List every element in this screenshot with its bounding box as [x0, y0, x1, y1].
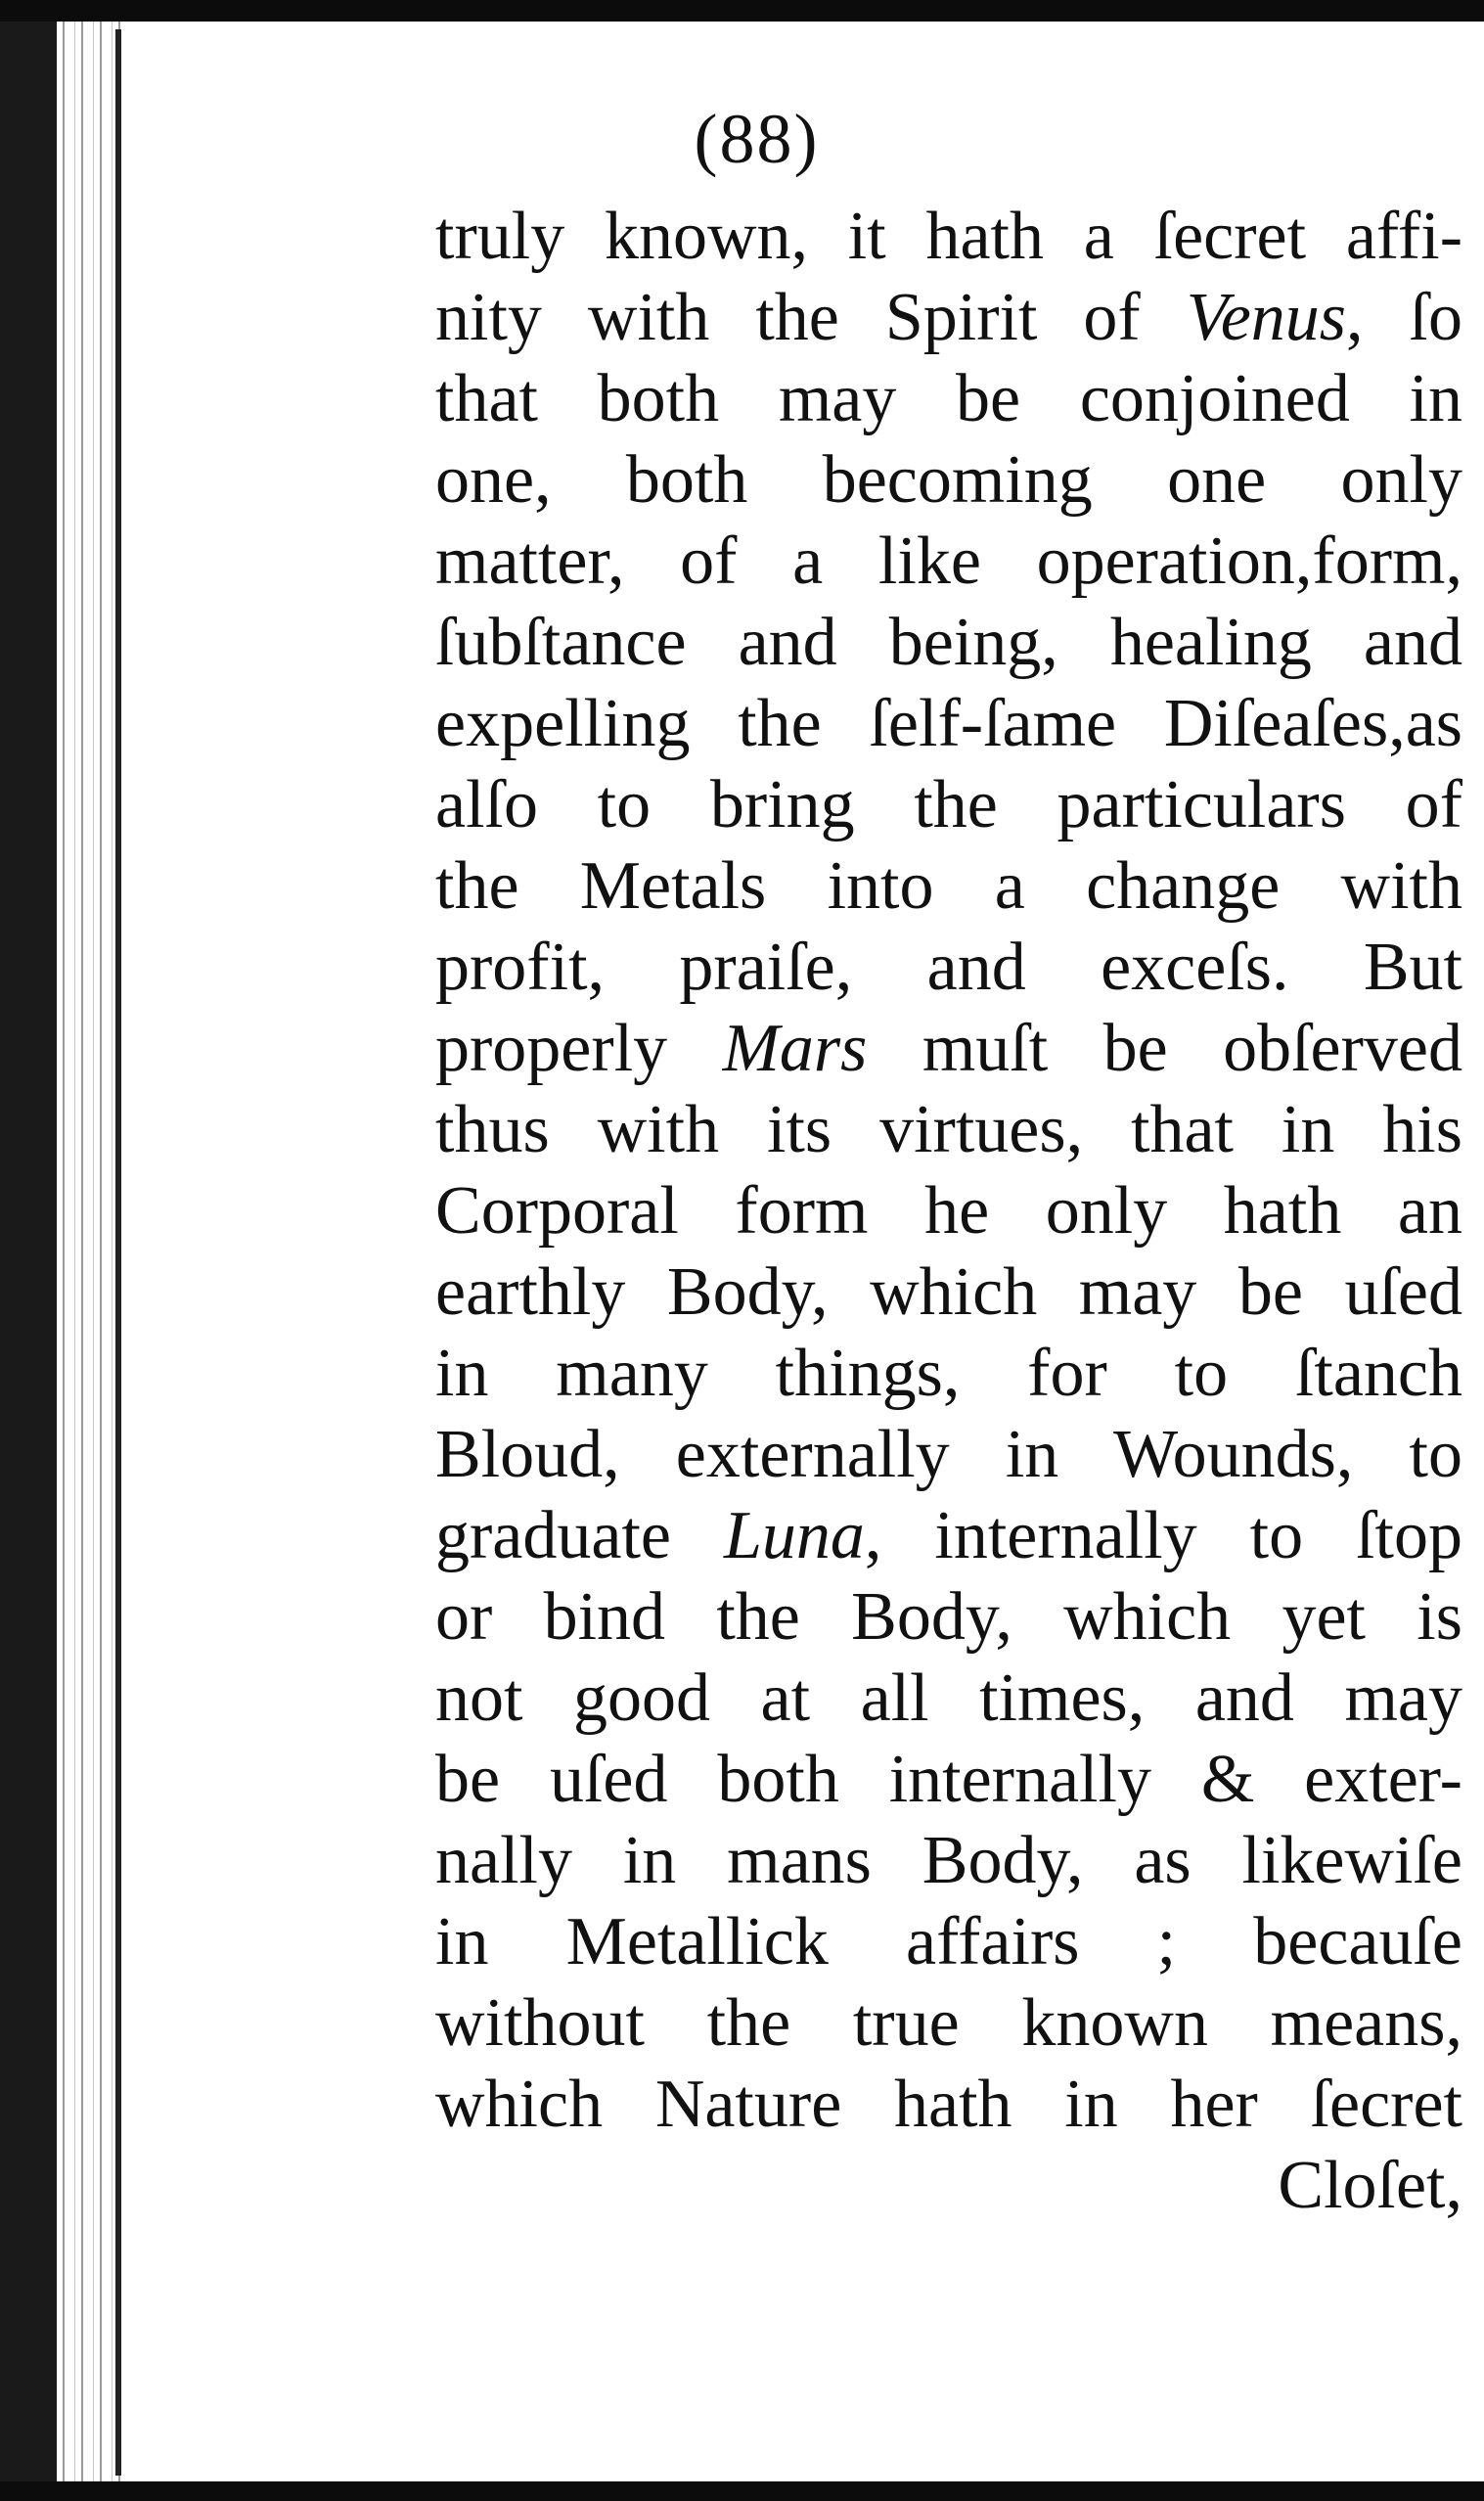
- text-segment: earthly Body, which may be uſed: [435, 1254, 1462, 1330]
- text-line: [435, 1251, 1462, 1333]
- catchword: Cloſet,: [1278, 2148, 1462, 2223]
- text-line: [435, 683, 1462, 764]
- text-segment: profit, praiſe, and exceſs. But: [435, 930, 1462, 1005]
- text-segment: expelling the ſelf-ſame Diſeaſes,as: [435, 686, 1462, 761]
- text-segment: the Metals into a change with: [435, 848, 1462, 924]
- text-line: [435, 1982, 1462, 2064]
- text-line: [435, 845, 1462, 927]
- text-line: [435, 2064, 1462, 2145]
- book-spine-shadow: [0, 22, 57, 2481]
- text-segment: Bloud, externally in Wounds, to: [435, 1417, 1462, 1492]
- text-segment: Corporal form he only hath an: [435, 1173, 1462, 1249]
- text-segment: or bind the Body, which yet is: [435, 1579, 1462, 1655]
- text-segment: nity with the Spirit of: [435, 280, 1187, 355]
- text-line: [435, 1495, 1462, 1576]
- text-line: [435, 1008, 1462, 1089]
- text-segment: graduate: [435, 1498, 724, 1573]
- text-segment: nally in mans Body, as likewiſe: [435, 1823, 1462, 1898]
- text-segment: thus with its virtues, that in his: [435, 1092, 1462, 1167]
- text-segment: ſubſtance and being, healing and: [435, 605, 1462, 680]
- text-line: [435, 1901, 1462, 1982]
- text-segment: without the true known means,: [435, 1985, 1462, 2061]
- body-text: [435, 196, 1462, 2226]
- italic-word: Luna: [723, 1498, 865, 1573]
- text-line: [435, 1170, 1462, 1251]
- text-line: [435, 1658, 1462, 1739]
- text-line: [435, 1333, 1462, 1414]
- italic-word: Mars: [722, 1011, 868, 1086]
- text-line: [435, 764, 1462, 845]
- text-line: [435, 196, 1462, 277]
- text-line: [435, 1576, 1462, 1658]
- text-line: [435, 358, 1462, 439]
- text-line: [435, 1820, 1462, 1901]
- page-bottom-edge: [0, 2481, 1484, 2501]
- text-segment: matter, of a like operation,form,: [435, 523, 1462, 599]
- text-line: [435, 1089, 1462, 1170]
- text-line: [435, 1414, 1462, 1495]
- text-segment: truly known, it hath a ſecret affi-: [435, 199, 1462, 274]
- text-segment: not good at all times, and may: [435, 1660, 1462, 1736]
- text-segment: , ſo: [1346, 280, 1462, 355]
- text-segment: alſo to bring the particulars of: [435, 767, 1462, 842]
- text-line: [435, 521, 1462, 602]
- text-segment: in Metallick affairs ; becauſe: [435, 1904, 1462, 1979]
- page-number: (88): [694, 100, 820, 178]
- text-segment: properly: [435, 1011, 723, 1086]
- text-line: [435, 277, 1462, 358]
- italic-word: Venus: [1186, 280, 1347, 355]
- text-segment: muſt be obſerved: [867, 1011, 1462, 1086]
- text-line: [435, 439, 1462, 521]
- text-line: [435, 1739, 1462, 1820]
- text-segment: that both may be conjoined in: [435, 361, 1462, 436]
- text-segment: one, both becoming one only: [435, 442, 1462, 518]
- text-line: [435, 927, 1462, 1008]
- page-top-edge: [0, 0, 1484, 22]
- text-segment: , internally to ſtop: [864, 1498, 1462, 1573]
- text-segment: which Nature hath in her ſecret: [435, 2067, 1462, 2142]
- gutter-line: [115, 29, 121, 2476]
- text-line: [435, 602, 1462, 683]
- text-segment: be uſed both internally & exter-: [435, 1742, 1462, 1817]
- text-segment: in many things, for to ſtanch: [435, 1336, 1462, 1411]
